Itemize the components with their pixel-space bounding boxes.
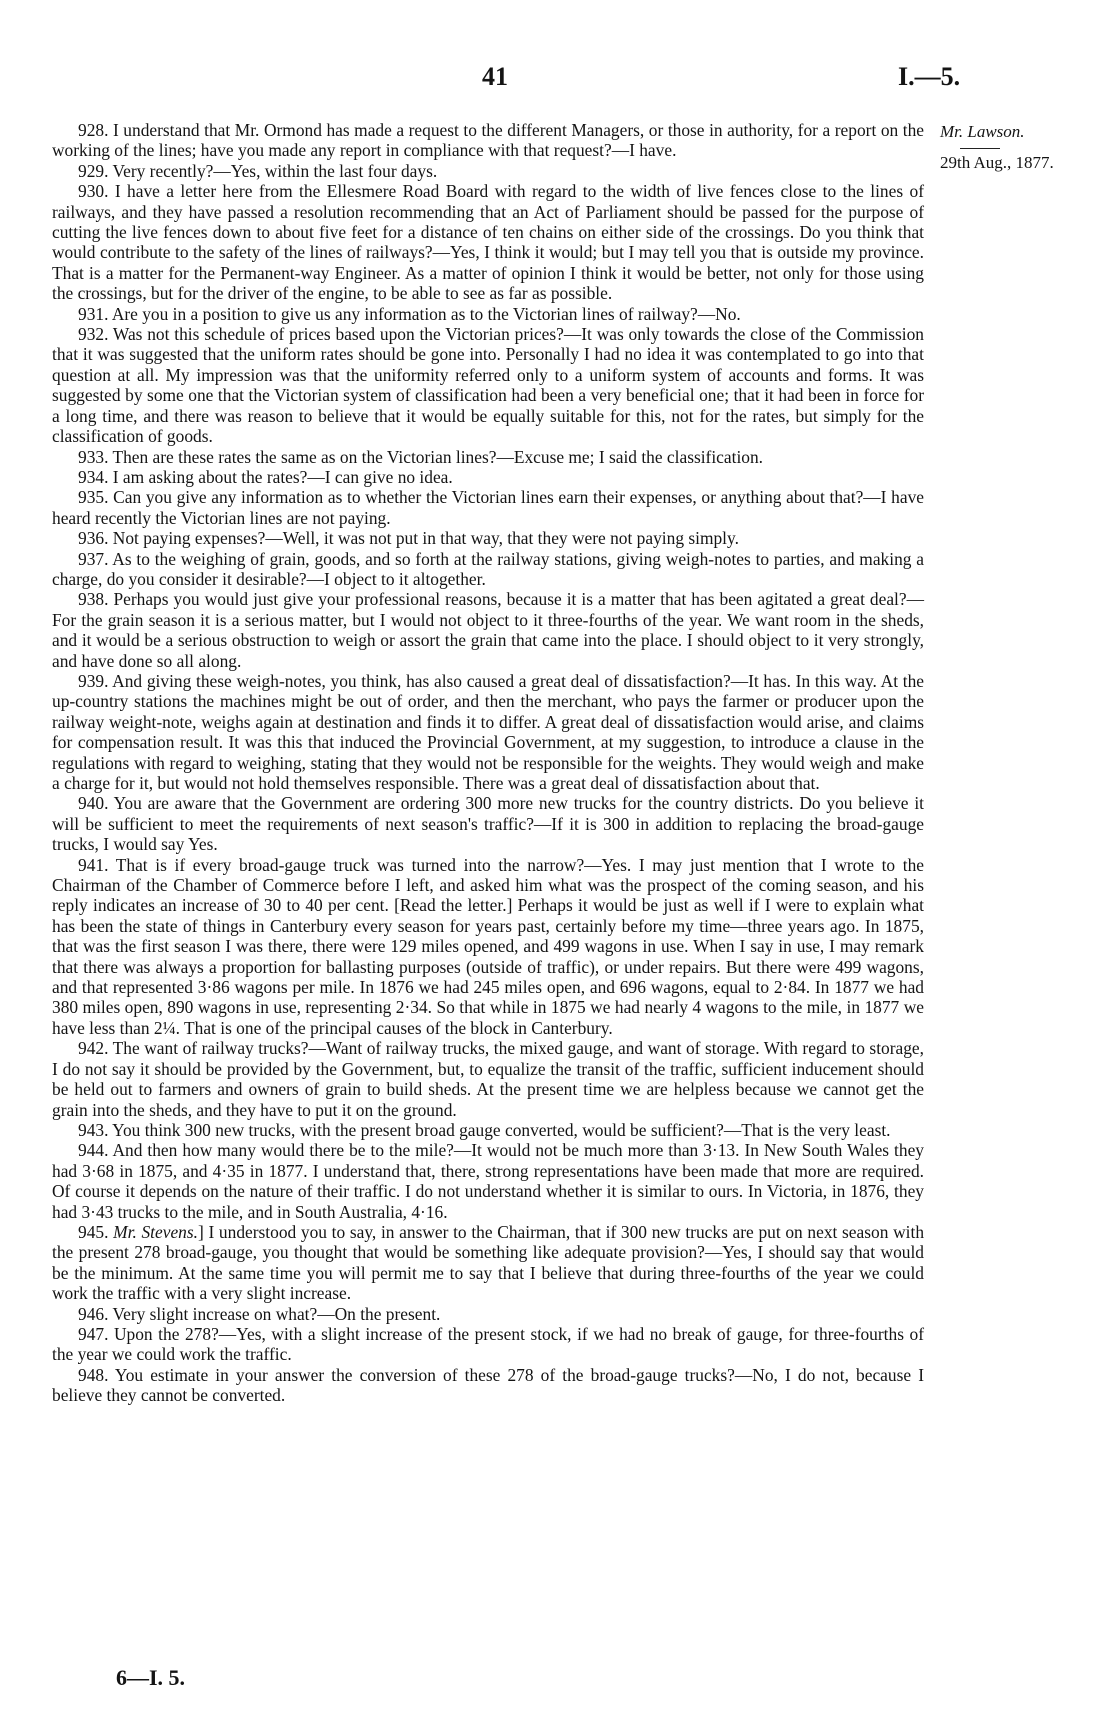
qa-entry: 944. And then how many would there be to the mile?—It would not be much more than 3·13. In New South Wales they had 3·68 in 1875, and 4·35 in 1877. I understand that, there, strong representations have been made that more are required. Of course it depends on the nature of their traffic. I do not understand whether it is similar to ours. In Victoria, in 1876, they had 3·43 trucks to the mile, and in South Australia, 4·16. — [52, 1140, 924, 1222]
witness-name: Mr. Lawson. — [940, 122, 1025, 141]
qa-text: ] I understood you to say, in answer to the Chairman, that if 300 new trucks are put on next season with the present 278 broad-gauge, you thought that would be something like adequate provision?—Yes, I should say that would be the minimum. At the same time you will permit me to say that I believe that during three-fourths of the year we could work the traffic with a very slight increase. — [52, 1221, 925, 1304]
qa-entry: 946. Very slight increase on what?—On the present. — [78, 1303, 441, 1324]
qa-entry: 936. Not paying expenses?—Well, it was not put in that way, that they were not paying simply. — [78, 528, 739, 549]
question-number: 945. — [78, 1221, 114, 1242]
testimony-body — [52, 120, 924, 1406]
qa-entry: 940. You are aware that the Government are ordering 300 more new trucks for the country districts. Do you believe it will be sufficient to meet the requirements of next season's traffic?—If it is 300 in addition to replacing the broad-gauge trucks, I would say Yes. — [52, 793, 924, 855]
qa-entry: 933. Then are these rates the same as on the Victorian lines?—Excuse me; I said the classification. — [78, 446, 764, 467]
qa-entry: 948. You estimate in your answer the conversion of these 278 of the broad-gauge trucks?—No, I do not, because I believe they cannot be converted. — [52, 1364, 924, 1406]
page-number: 41 — [482, 62, 508, 91]
qa-entry: 932. Was not this schedule of prices based upon the Victorian prices?—It was only towards the close of the Commission that it was suggested that the uniform rates should be gone into. Personally I had no idea it was contemplated to go into that question at all. My impression was that the uniformity referred only to a uniform system of accounts and forms. It was suggested by some one that the Victorian system of classification had been a very beneficial one; that it had been in force for a long time, and there was reason to believe that it would be equally suitable for this, not for the rates, but simply for the classification of goods. — [52, 324, 924, 447]
page-signature: 6—I. 5. — [116, 1665, 186, 1690]
qa-entry: 941. That is if every broad-gauge truck was turned into the narrow?—Yes. I may just mention that I wrote to the Chairman of the Chamber of Commerce before I left, and asked him what was the prospect of the coming season, and his reply indicates an increase of 30 to 40 per cent. [Read the letter.] Perhaps it would be just as well if I were to explain what has been the state of things in Canterbury every season for years past, certainly before my time—three years ago. In 1875, that was the first season I was there, there were 129 miles opened, and 499 wagons in use. When I say in use, I may remark that there was always a proportion for ballasting purposes (outside of traffic), or under repairs. But there were 499 wagons, and that represented 3·86 wagons per mile. In 1876 we had 245 miles open, and 696 wagons, equal to 2·84. In 1877 we had 380 miles open, 890 wagons in use, representing 2·34. So that while in 1875 we had nearly 4 wagons to the mile, in 1877 we have less than 2¼. That is one of the principal causes of the block in Canterbury. — [52, 854, 924, 1038]
qa-entry: 937. As to the weighing of grain, goods, and so forth at the railway stations, giving weigh-notes to parties, and making a charge, do you consider it desirable?—I object to it altogether. — [52, 548, 924, 589]
qa-entry: 943. You think 300 new trucks, with the present broad gauge converted, would be sufficient?—That is the very least. — [78, 1119, 891, 1140]
qa-entry: 934. I am asking about the rates?—I can give no idea. — [78, 466, 453, 487]
paper-reference: I.—5. — [898, 62, 961, 91]
qa-entry: 931. Are you in a position to give us any information as to the Victorian lines of railway?—No. — [78, 303, 741, 324]
page-header — [0, 56, 1114, 96]
qa-entry: 935. Can you give any information as to whether the Victorian lines earn their expenses, or anything about that?—I have heard recently the Victorian lines are not paying. — [52, 487, 924, 528]
qa-entry: 929. Very recently?—Yes, within the last four days. — [78, 160, 438, 181]
qa-entry-with-speaker — [52, 1222, 924, 1304]
qa-entry: 947. Upon the 278?—Yes, with a slight increase of the present stock, if we had no break of gauge, for three-fourths of the year we could work the traffic. — [52, 1323, 924, 1365]
speaker-name: Mr. Stevens. — [113, 1221, 198, 1242]
qa-entry: 939. And giving these weigh-notes, you think, has also caused a great deal of dissatisfaction?—It has. In this way. At the up-country stations the machines might be out of order, and then the merchant, who pays the farmer or producer upon the railway weight-note, weighs again at destination and finds it to differ. A great deal of dissatisfaction would arise, and claims for compensation result. It was this that induced the Provincial Government, at my suggestion, to introduce a clause in the regulations with regard to weighing, stating that they would not be responsible for the weights. They would weigh and make a charge for it, but would not hold themselves responsible. There was a great deal of dissatisfaction about that. — [52, 670, 924, 793]
qa-entry: 930. I have a letter here from the Ellesmere Road Board with regard to the width of live fences close to the lines of railways, and they have passed a resolution recommending that an Act of Parliament should be passed for the purpose of cutting the live fences down to about five feet for a distance of ten chains on either side of the crossings. Do you think that would contribute to the safety of the lines of railways?—Yes, I think it would; but I may tell you that is outside my province. That is a matter for the Permanent-way Engineer. As a matter of opinion I think it would be better, not only for those using the crossings, but for the driver of the engine, to be able to see as far as possible. — [52, 181, 924, 304]
margin-note — [940, 122, 1110, 173]
qa-entry: 938. Perhaps you would just give your professional reasons, because it is a matter that has been agitated a great deal?—For the grain season it is a serious matter, but I would not object to it three-fourths of the year. We want room in the sheds, and it would be a serious obstruction to weigh or assort the grain that came into the place. I should object to it very strongly, and have done so all along. — [52, 589, 924, 671]
qa-entry: 928. I understand that Mr. Ormond has made a request to the different Managers, or those in authority, for a report on the working of the lines; have you made any report in compliance with that request?—I have. — [52, 120, 924, 161]
margin-divider — [960, 148, 1000, 149]
qa-entry: 942. The want of railway trucks?—Want of railway trucks, the mixed gauge, and want of storage. With regard to storage, I do not say it should be provided by the Government, but, to equalize the transit of the traffic, sufficient inducement should be held out to farmers and owners of grain to build sheds. At the present time we are helpless because we cannot get the grain into the sheds, and they have to put it on the ground. — [52, 1038, 924, 1120]
hearing-date: 29th Aug., 1877. — [940, 153, 1054, 172]
